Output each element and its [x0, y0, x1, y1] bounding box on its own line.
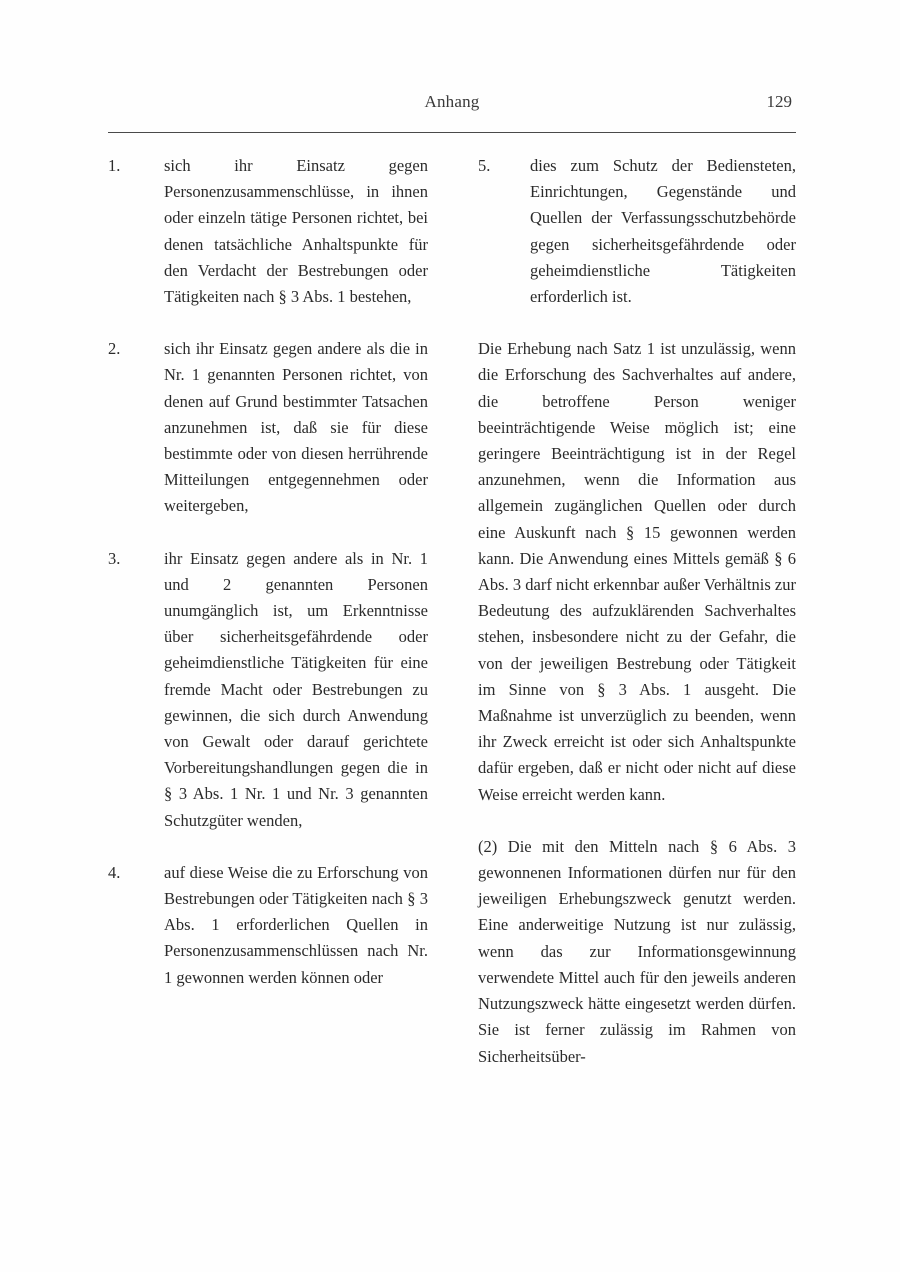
page-number: 129: [766, 92, 792, 111]
header-title: Anhang: [424, 92, 480, 111]
list-item-text: auf diese Weise die zu Erforschung von Bestrebungen oder Tätigkeiten nach § 3 Abs. 1 erforderlichen Quellen in Personenzusammenschlüssen nach Nr. 1 gewonnen werden können oder: [164, 862, 428, 987]
running-header: [108, 92, 796, 132]
right-column: [478, 153, 796, 1096]
list-item-number: 2.: [108, 339, 121, 359]
list-item-number: 3.: [108, 548, 121, 568]
list-item-text: sich ihr Einsatz gegen andere als die in Nr. 1 genannten Personen richtet, von denen auf Grund bestimmter Tatsachen anzunehmen ist, daß sie für diese bestimmte oder von diesen herrührende Mitteilungen entgegennehmen oder weitergeben,: [164, 339, 428, 516]
list-item-number: 5.: [478, 156, 491, 175]
list-item: [108, 336, 428, 519]
left-column: [108, 153, 428, 1017]
list-item: [108, 860, 428, 991]
list-item-text: sich ihr Einsatz gegen Personenzusammenschlüsse, in ihnen oder einzeln tätige Personen richtet, bei denen tatsächliche Anhaltspunkte für den Verdacht der Bestrebungen oder Tätigkeiten nach § 3 Abs. 1 bestehen,: [164, 156, 428, 307]
body-paragraph: (2) Die mit den Mitteln nach § 6 Abs. 3 gewonnenen Informationen dürfen nur für den jeweiligen Erhebungszweck genutzt werden. Eine anderweitige Nutzung ist nur zulässig, wenn das zur Informationsgewinnung verwendete Mittel auch für den jeweils anderen Nutzungszweck hätte eingesetzt werden dürfen. Sie ist ferner zulässig im Rahmen von Sicherheitsüber-: [478, 836, 796, 1066]
list-item: [108, 546, 428, 834]
list-item-number: 1.: [108, 156, 121, 175]
list-item-text: ihr Einsatz gegen andere als in Nr. 1 und 2 genannten Personen unumgänglich ist, um Erkenntnisse über sicherheitsgefährdende oder geheimdienstliche Tätigkeiten für eine fremde Macht oder Bestrebungen zu gewinnen, die sich durch Anwendung von Gewalt oder darauf gerichtete Vorbereitungshandlungen gegen die in § 3 Abs. 1 Nr. 1 und Nr. 3 genannten Schutzgüter wenden,: [164, 548, 428, 830]
header-rule: [108, 132, 796, 133]
list-item-text: dies zum Schutz der Bediensteten, Einrichtungen, Gegenstände und Quellen der Verfassungsschutzbehörde gegen sicherheitsgefährdende oder geheimdienstliche Tätigkeiten erforderlich ist.: [530, 156, 796, 307]
list-item-number: 4.: [108, 862, 121, 882]
body-paragraph: Die Erhebung nach Satz 1 ist unzulässig, wenn die Erforschung des Sachverhaltes auf andere, die betroffene Person weniger beeinträchtigende Weise möglich ist; eine geringere Beeinträchtigung ist in der Regel anzunehmen, wenn die Information aus allgemein zugänglichen Quellen oder durch eine Auskunft nach § 15 gewonnen werden kann. Die Anwendung eines Mittels gemäß § 6 Abs. 3 darf nicht erkennbar außer Verhältnis zur Bedeutung des aufzuklärenden Sachverhaltes stehen, insbesondere nicht zu der Gefahr, die von der jeweiligen Bestrebung oder Tätigkeit im Sinne von § 3 Abs. 1 ausgeht. Die Maßnahme ist unverzüglich zu beenden, wenn ihr Zweck erreicht ist oder sich Anhaltspunkte dafür ergeben, daß er nicht oder nicht auf diese Weise erreicht werden kann.: [478, 339, 796, 804]
list-item: [108, 153, 428, 310]
list-item: [478, 153, 796, 310]
